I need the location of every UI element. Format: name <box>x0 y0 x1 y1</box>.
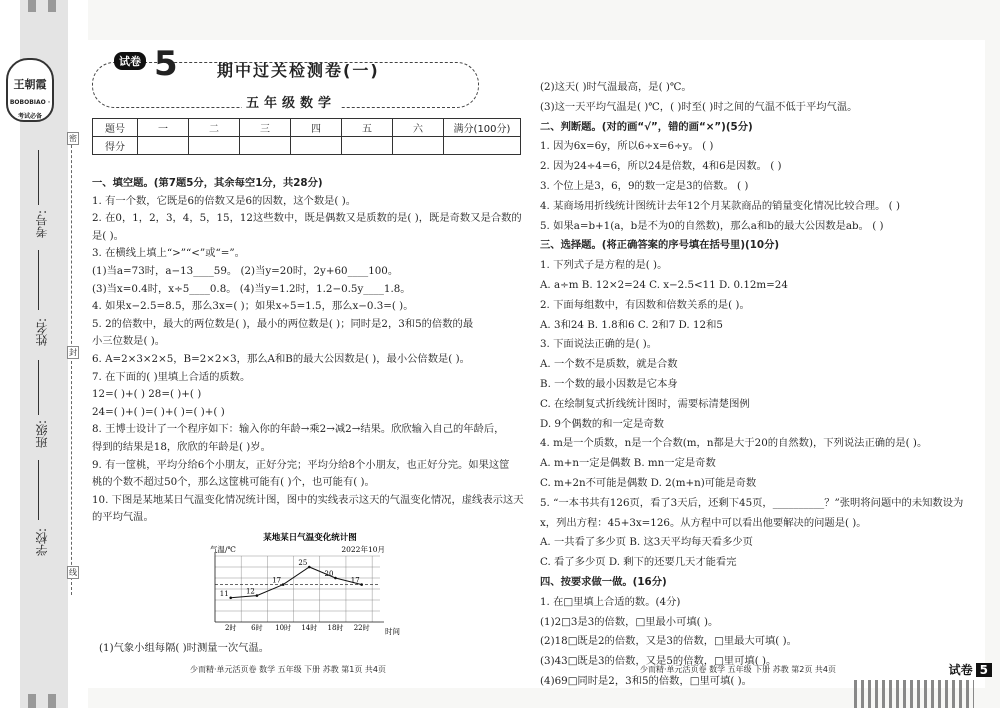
data-label: 11 <box>219 589 229 598</box>
data-label: 20 <box>324 570 334 578</box>
paper-tag: 试卷 <box>114 52 146 70</box>
tick-label: 14时 <box>301 624 318 632</box>
question-line: 12=( )+( ) 28=( )+( ) <box>92 388 202 401</box>
section-heading: 一、填空题。(第7题5分，其余每空1分，共28分) <box>92 177 323 189</box>
question-line: 1. 在□里填上合适的数。(4分) <box>540 595 681 608</box>
question-line: 5. 2的倍数中，最大的两位数是( )，最小的两位数是( )；同时是2，3和5的倍数的最 <box>92 317 474 330</box>
tick-label: 6时 <box>251 624 263 632</box>
section-heading: 二、判断题。(对的画“√”，错的画“×”)(5分) <box>540 120 753 133</box>
paper-header <box>92 44 477 112</box>
question-line: 小三位数是( )。 <box>92 335 166 348</box>
question-line: 5. 如果a=b+1(a，b是不为0的自然数)，那么a和b的最大公因数是ab。 ( ) <box>540 219 884 232</box>
question-line: 7. 在下面的( )里填上合适的质数。 <box>92 370 251 383</box>
paper-subtitle: 五年级数学 <box>242 92 340 111</box>
question-line: 2. 因为24÷4=6，所以24是倍数，4和6是因数。 ( ) <box>540 160 782 173</box>
question-line: 9. 有一筐桃，平均分给6个小朋友，正好分完；平均分给8个小朋友，也正好分完。如果这筐 <box>92 458 510 471</box>
score-table-row <box>93 137 521 155</box>
question-line: A. a÷m B. 12×2=24 C. x−2.5<11 D. 0.12m=24 <box>540 279 788 291</box>
question-line: (1)当a=73时，a−13____59。 (2)当y=20时，2y+60____100。 <box>92 265 399 277</box>
question-line: D. 9个偶数的和一定是奇数 <box>540 417 664 430</box>
score-cell: 题号 <box>93 119 138 137</box>
score-cell-input[interactable] <box>291 137 342 155</box>
question-line: 10. 下图是某地某日气温变化情况统计图，图中的实线表示这天的气温变化情况，虚线表示这天 <box>92 493 524 506</box>
question-line: 6. A=2×3×2×5，B=2×2×3，那么A和B的最大公因数是( )，最小公倍数是( )。 <box>92 353 470 365</box>
question-line: 8. 王博士设计了一个程序如下：输入你的年龄→乘2→减2→结果。欣欣输入自己的年龄后， <box>92 423 505 436</box>
corner-paper-tag <box>949 661 992 678</box>
school-label: 学校: <box>35 528 49 557</box>
corner-tag-text: 试卷 <box>948 663 973 677</box>
question-line: (2)这天( )时气温最高，是( )℃。 <box>540 81 692 93</box>
question-line: 4. 某商场用折线统计图统计去年12个月某款商品的销量变化情况比较合理。 ( ) <box>540 199 900 212</box>
question-line: 2. 在0，1，2，3，4，5，15，12这些数中，既是偶数又是质数的是( )，既是奇数又是合数的 <box>92 212 522 225</box>
footer-left: 少而精·单元活页卷 数学 五年级 下册 苏教 第1页 共4页 <box>190 665 386 674</box>
tick-mark <box>48 694 56 708</box>
left-last-line: (1)气象小组每隔( )时测量一次气温。 <box>99 642 270 654</box>
score-cell-input[interactable] <box>444 137 521 155</box>
seal-mi: 密 <box>69 134 77 143</box>
question-line: (4)69□同时是2，3和5的倍数，□里可填( )。 <box>540 675 752 687</box>
score-table <box>92 118 521 155</box>
question-line: 1. 下列式子是方程的是( )。 <box>540 259 668 272</box>
data-point <box>229 597 232 600</box>
seal-xian: 线 <box>69 568 77 577</box>
question-line: (2)18□既是2的倍数，又是3的倍数，□里最大可填( )。 <box>540 635 797 648</box>
score-cell: 六 <box>393 119 444 137</box>
name-label: 姓名: <box>35 318 49 347</box>
score-cell: 五 <box>342 119 393 137</box>
data-label: 25 <box>298 559 308 567</box>
paper-title: 期中过关检测卷(一) <box>217 61 380 80</box>
score-cell-input[interactable] <box>393 137 444 155</box>
score-cell: 二 <box>189 119 240 137</box>
question-line: 桃的个数不超过50个，那么这筐桃可能有( )个，也可能有( )。 <box>92 476 375 489</box>
question-line: 3. 在横线上填上“>”“<”或“=”。 <box>92 247 245 260</box>
question-line: 3. 个位上是3，6，9的数一定是3的倍数。 ( ) <box>540 180 749 192</box>
question-line: 4. m是一个质数，n是一个合数(m，n都是大于20的自然数)，下列说法正确的是( )。 <box>540 437 928 450</box>
question-line: A. 3和24 B. 1.8和6 C. 2和7 D. 12和5 <box>540 318 723 331</box>
fill-line <box>38 250 39 310</box>
question-line: B. 一个数的最小因数是它本身 <box>540 378 678 390</box>
question-line: A. 一共看了多少页 B. 这3天平均每天看多少页 <box>540 536 753 549</box>
question-line: 2. 下面每组数中，有因数和倍数关系的是( )。 <box>540 298 750 311</box>
fill-line <box>38 460 39 520</box>
question-line: A. m+n一定是偶数 B. mn一定是奇数 <box>540 457 716 470</box>
section-heading: 四、按要求做一做。(16分) <box>540 576 667 588</box>
question-line: 5. “一本书共有126页，看了3天后，还剩下45页，__________？”张明将问题中的未知数设为 <box>540 496 964 509</box>
tick-label: 22时 <box>353 624 370 632</box>
seal-feng: 封 <box>69 348 77 357</box>
score-cell-input[interactable] <box>342 137 393 155</box>
footer-right: 少而精·单元活页卷 数学 五年级 下册 苏教 第2页 共4页 <box>640 665 836 674</box>
corner-tag-number: 5 <box>976 663 992 677</box>
chart-marks <box>215 559 380 632</box>
data-point <box>256 594 259 597</box>
chart-date-label: 2022年10月 <box>341 545 385 554</box>
score-cell: 四 <box>291 119 342 137</box>
score-cell-input[interactable] <box>138 137 189 155</box>
question-line: (1)2□3是3的倍数，□里最小可填( )。 <box>540 615 719 628</box>
data-point <box>360 583 363 586</box>
publisher-logo <box>6 58 54 122</box>
question-line: 1. 因为6x=6y，所以6÷x=6÷y。 ( ) <box>540 140 714 153</box>
paper-number: 5 <box>154 44 178 84</box>
score-cell-input[interactable] <box>240 137 291 155</box>
question-line: 的平均气温。 <box>92 511 154 524</box>
score-cell: 满分(100分) <box>444 119 521 137</box>
question-line: 4. 如果x−2.5=8.5，那么3x=( )；如果x÷5=1.5，那么x−0.3=( )。 <box>92 300 414 313</box>
data-point <box>282 583 285 586</box>
fill-line <box>38 150 39 205</box>
tick-label: 2时 <box>224 624 237 632</box>
exam-number-label: 考号: <box>35 210 49 239</box>
question-line: (3)这一天平均气温是( )℃，( )时至( )时之间的气温不低于平均气温。 <box>540 100 858 113</box>
score-cell: 三 <box>240 119 291 137</box>
logo-brand: 王朝霞 <box>13 78 47 91</box>
data-point <box>308 566 311 569</box>
class-label: 班级: <box>35 420 49 449</box>
tick-label: 18时 <box>327 624 344 632</box>
fill-line <box>38 360 39 415</box>
score-table-header <box>93 119 521 137</box>
data-label: 17 <box>350 576 360 585</box>
score-cell: 一 <box>138 119 189 137</box>
chart-title: 某地某日气温变化统计图 <box>263 533 357 543</box>
tick-mark <box>28 694 36 708</box>
data-label: 12 <box>245 587 255 596</box>
question-line: 24=( )+( )=( )+( )=( )+( ) <box>92 405 225 418</box>
tick-label: 10时 <box>275 624 292 632</box>
data-point <box>334 577 337 580</box>
barcode-decoration <box>854 680 974 708</box>
question-line: 1. 有一个数，它既是6的倍数又是6的因数，这个数是( )。 <box>92 194 357 207</box>
tick-mark <box>28 0 36 12</box>
score-cell: 得分 <box>93 137 138 155</box>
question-line: A. 一个数不是质数，就是合数 <box>540 358 678 371</box>
temperature-chart <box>200 530 420 640</box>
question-line: (3)当x=0.4时，x÷5____0.8。 (4)当y=1.2时，1.2−0.5y____1.8。 <box>92 282 411 295</box>
question-line: 得到的结果是18，欣欣的年龄是( )岁。 <box>92 441 271 453</box>
question-line: 是( )。 <box>92 229 124 242</box>
seal-line <box>71 135 72 595</box>
question-line: x，列出方程：45+3x=126。从方程中可以看出他要解决的问题是( )。 <box>540 516 867 529</box>
question-line: C. 看了多少页 D. 剩下的还要几天才能看完 <box>540 556 737 569</box>
question-line: C. m+2n不可能是偶数 D. 2(m+n)可能是奇数 <box>540 477 757 489</box>
question-line: C. 在绘制复式折线统计图时，需要标清楚图例 <box>540 397 750 410</box>
score-cell-input[interactable] <box>189 137 240 155</box>
chart-ylabel: 气温/℃ <box>210 545 236 554</box>
question-line: (3)43□既是3的倍数，又是5的倍数，□里可填( )。 <box>540 655 777 668</box>
logo-subtitle: BOBOBIAO · 考试必备 <box>9 99 51 120</box>
tick-mark <box>48 0 56 12</box>
chart-xlabel: 时间 <box>385 627 400 636</box>
question-line: 3. 下面说法正确的是( )。 <box>540 338 658 351</box>
data-label: 17 <box>272 576 282 585</box>
section-heading: 三、选择题。(将正确答案的序号填在括号里)(10分) <box>540 239 780 252</box>
